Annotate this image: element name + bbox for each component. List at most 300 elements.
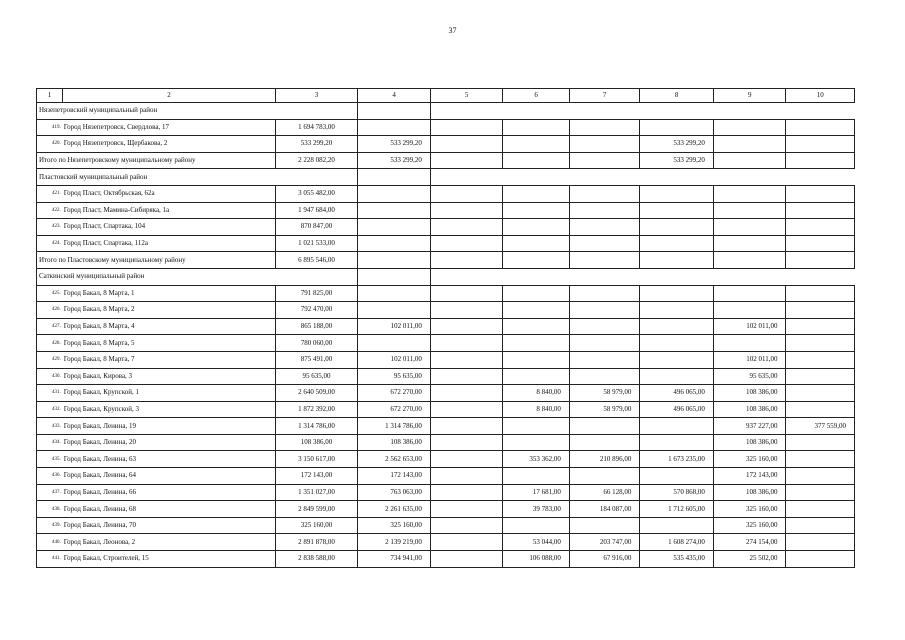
cell-7: 210 896,00 (569, 451, 640, 468)
cell-10 (786, 285, 855, 302)
cell-5 (430, 252, 503, 269)
column-header-3: 3 (275, 89, 358, 103)
cell-6 (503, 335, 569, 352)
cell-5 (430, 169, 503, 186)
cell-10: 377 559,00 (786, 418, 855, 435)
cell-7: 66 128,00 (569, 484, 640, 501)
cell-10 (786, 351, 855, 368)
cell-7 (569, 418, 640, 435)
cell-3: 3 150 617,00 (275, 451, 358, 468)
column-header-8: 8 (640, 89, 714, 103)
cell-7: 58 979,00 (569, 385, 640, 402)
cell-4: 2 261 635,00 (358, 501, 431, 518)
column-header-7: 7 (569, 89, 640, 103)
cell-9: 325 160,00 (713, 501, 786, 518)
cell-6: 8 840,00 (503, 385, 569, 402)
cell-10 (786, 501, 855, 518)
address-cell: Город Бакал, Ленина, 68 (63, 501, 276, 518)
cell-5 (430, 136, 503, 153)
cell-8 (640, 119, 714, 136)
cell-4: 108 386,00 (358, 434, 431, 451)
cell-6 (503, 418, 569, 435)
cell-8 (640, 235, 714, 252)
cell-4 (358, 335, 431, 352)
section-row (37, 103, 855, 120)
section-row (37, 268, 855, 285)
cell-3: 1 694 783,00 (275, 119, 358, 136)
table-row (37, 551, 855, 568)
cell-10 (786, 302, 855, 319)
cell-7 (569, 517, 640, 534)
table-row (37, 302, 855, 319)
cell-6 (503, 252, 569, 269)
table-row (37, 401, 855, 418)
cell-10 (786, 484, 855, 501)
cell-4: 325 160,00 (358, 517, 431, 534)
row-number: 424. (37, 235, 63, 252)
cell-8 (640, 302, 714, 319)
address-cell: Город Бакал, 8 Марта, 4 (63, 318, 276, 335)
row-number: 423. (37, 219, 63, 236)
cell-9 (713, 119, 786, 136)
cell-4 (358, 235, 431, 252)
cell-7 (569, 219, 640, 236)
cell-8: 1 712 605,00 (640, 501, 714, 518)
cell-8: 535 435,00 (640, 551, 714, 568)
cell-9: 102 011,00 (713, 351, 786, 368)
cell-10 (786, 119, 855, 136)
cell-8 (640, 368, 714, 385)
cell-4: 672 270,00 (358, 401, 431, 418)
cell-9 (713, 252, 786, 269)
cell-3: 172 143,00 (275, 468, 358, 485)
cell-6 (503, 202, 569, 219)
cell-9 (713, 169, 786, 186)
cell-10 (786, 451, 855, 468)
table-body (37, 89, 855, 568)
cell-6: 39 783,00 (503, 501, 569, 518)
cell-10 (786, 368, 855, 385)
cell-5 (430, 219, 503, 236)
cell-7 (569, 434, 640, 451)
cell-6 (503, 268, 569, 285)
cell-5 (430, 235, 503, 252)
cell-4 (358, 285, 431, 302)
cell-6 (503, 318, 569, 335)
cell-9 (713, 285, 786, 302)
cell-5 (430, 335, 503, 352)
cell-4 (358, 103, 431, 120)
cell-4: 734 941,00 (358, 551, 431, 568)
cell-3: 2 891 878,00 (275, 534, 358, 551)
table-row (37, 318, 855, 335)
cell-10 (786, 136, 855, 153)
cell-5 (430, 385, 503, 402)
cell-8: 496 065,00 (640, 401, 714, 418)
table-row (37, 185, 855, 202)
cell-10 (786, 335, 855, 352)
table-row (37, 335, 855, 352)
cell-8 (640, 185, 714, 202)
cell-4: 102 011,00 (358, 318, 431, 335)
cell-8 (640, 418, 714, 435)
cell-3: 108 386,00 (275, 434, 358, 451)
row-number: 432. (37, 401, 63, 418)
cell-10 (786, 534, 855, 551)
cell-3: 1 021 533,00 (275, 235, 358, 252)
cell-8: 533 299,20 (640, 136, 714, 153)
cell-7 (569, 351, 640, 368)
row-number: 430. (37, 368, 63, 385)
cell-4: 533 299,20 (358, 152, 431, 169)
cell-6 (503, 351, 569, 368)
cell-3: 870 847,00 (275, 219, 358, 236)
cell-7: 58 979,00 (569, 401, 640, 418)
cell-3: 95 635,00 (275, 368, 358, 385)
row-number: 428. (37, 335, 63, 352)
cell-3: 1 947 684,00 (275, 202, 358, 219)
address-cell: Город Пласт, Мамина-Сибиряка, 1а (63, 202, 276, 219)
cell-8: 1 673 235,00 (640, 451, 714, 468)
cell-10 (786, 219, 855, 236)
cell-5 (430, 368, 503, 385)
cell-4: 2 139 219,00 (358, 534, 431, 551)
cell-4: 172 143,00 (358, 468, 431, 485)
address-cell: Город Бакал, 8 Марта, 7 (63, 351, 276, 368)
cell-7 (569, 468, 640, 485)
cell-3: 2 640 509,00 (275, 385, 358, 402)
row-number: 440. (37, 534, 63, 551)
cell-5 (430, 418, 503, 435)
cell-3: 865 188,00 (275, 318, 358, 335)
cell-10 (786, 152, 855, 169)
cell-7 (569, 368, 640, 385)
table-row (37, 468, 855, 485)
cell-5 (430, 484, 503, 501)
row-number: 421. (37, 185, 63, 202)
cell-8: 570 868,00 (640, 484, 714, 501)
cell-3: 875 491,00 (275, 351, 358, 368)
column-header-6: 6 (503, 89, 569, 103)
row-number: 435. (37, 451, 63, 468)
cell-3: 6 895 546,00 (275, 252, 358, 269)
cell-4 (358, 119, 431, 136)
cell-3: 2 228 082,20 (275, 152, 358, 169)
address-cell: Город Бакал, 8 Марта, 5 (63, 335, 276, 352)
cell-7 (569, 252, 640, 269)
cell-9 (713, 136, 786, 153)
cell-9: 108 386,00 (713, 385, 786, 402)
cell-4: 102 011,00 (358, 351, 431, 368)
cell-4 (358, 219, 431, 236)
cell-9: 95 635,00 (713, 368, 786, 385)
cell-5 (430, 551, 503, 568)
address-cell: Город Бакал, Ленина, 20 (63, 434, 276, 451)
cell-3: 2 849 599,00 (275, 501, 358, 518)
cell-5 (430, 202, 503, 219)
table-row (37, 202, 855, 219)
cell-4 (358, 169, 431, 186)
row-number: 433. (37, 418, 63, 435)
cell-10 (786, 385, 855, 402)
cell-4: 533 299,20 (358, 136, 431, 153)
total-label: Итого по Нязепетровскому муниципальному району (37, 152, 276, 169)
cell-9: 274 154,00 (713, 534, 786, 551)
table-row (37, 285, 855, 302)
cell-10 (786, 185, 855, 202)
cell-9 (713, 268, 786, 285)
address-cell: Город Бакал, 8 Марта, 1 (63, 285, 276, 302)
cell-6 (503, 185, 569, 202)
cell-8 (640, 252, 714, 269)
cell-8 (640, 517, 714, 534)
cell-4: 763 063,00 (358, 484, 431, 501)
cell-7: 184 087,00 (569, 501, 640, 518)
row-number: 431. (37, 385, 63, 402)
cell-7 (569, 202, 640, 219)
column-header-10: 10 (786, 89, 855, 103)
cell-8 (640, 434, 714, 451)
address-cell: Город Бакал, Ленина, 64 (63, 468, 276, 485)
cell-6 (503, 152, 569, 169)
total-row (37, 252, 855, 269)
table-row (37, 235, 855, 252)
cell-8 (640, 202, 714, 219)
cell-5 (430, 185, 503, 202)
cell-8: 533 299,20 (640, 152, 714, 169)
cell-9 (713, 335, 786, 352)
cell-10 (786, 103, 855, 120)
cell-6 (503, 169, 569, 186)
cell-9 (713, 219, 786, 236)
cell-9 (713, 235, 786, 252)
cell-5 (430, 302, 503, 319)
cell-10 (786, 268, 855, 285)
cell-5 (430, 451, 503, 468)
cell-8 (640, 468, 714, 485)
row-number: 419. (37, 119, 63, 136)
address-cell: Город Бакал, Ленина, 70 (63, 517, 276, 534)
address-cell: Город Пласт, Спартака, 104 (63, 219, 276, 236)
cell-4 (358, 302, 431, 319)
cell-3: 1 351 027,00 (275, 484, 358, 501)
cell-7 (569, 268, 640, 285)
cell-7 (569, 335, 640, 352)
cell-5 (430, 152, 503, 169)
cell-9 (713, 185, 786, 202)
cell-8 (640, 318, 714, 335)
cell-7 (569, 318, 640, 335)
cell-5 (430, 468, 503, 485)
address-cell: Город Бакал, Леонова, 2 (63, 534, 276, 551)
row-number: 427. (37, 318, 63, 335)
cell-5 (430, 517, 503, 534)
cell-3: 1 872 392,00 (275, 401, 358, 418)
address-cell: Город Бакал, Крупской, 1 (63, 385, 276, 402)
cell-7 (569, 302, 640, 319)
cell-5 (430, 103, 503, 120)
cell-4 (358, 252, 431, 269)
address-cell: Город Бакал, 8 Марта, 2 (63, 302, 276, 319)
cell-7 (569, 235, 640, 252)
cell-6 (503, 119, 569, 136)
cell-6 (503, 235, 569, 252)
page-number: 37 (448, 26, 457, 35)
cell-8 (640, 285, 714, 302)
row-number: 436. (37, 468, 63, 485)
cell-6: 53 044,00 (503, 534, 569, 551)
address-cell: Город Пласт, Спартака, 112а (63, 235, 276, 252)
cell-3: 792 470,00 (275, 302, 358, 319)
row-number: 420. (37, 136, 63, 153)
address-cell: Город Бакал, Ленина, 63 (63, 451, 276, 468)
column-header-5: 5 (430, 89, 503, 103)
cell-6: 8 840,00 (503, 401, 569, 418)
cell-7 (569, 285, 640, 302)
cell-8 (640, 351, 714, 368)
cell-8: 1 608 274,00 (640, 534, 714, 551)
section-row (37, 169, 855, 186)
table-row (37, 351, 855, 368)
cell-3: 780 060,00 (275, 335, 358, 352)
cell-6: 353 362,00 (503, 451, 569, 468)
cell-8 (640, 169, 714, 186)
cell-3: 3 055 482,00 (275, 185, 358, 202)
row-number: 422. (37, 202, 63, 219)
cell-3: 791 825,00 (275, 285, 358, 302)
budget-table (36, 88, 855, 568)
cell-5 (430, 501, 503, 518)
cell-7 (569, 136, 640, 153)
section-title: Нязепетровский муниципальный район (37, 103, 358, 120)
row-number: 441. (37, 551, 63, 568)
table-row (37, 136, 855, 153)
row-number: 438. (37, 501, 63, 518)
address-cell: Город Бакал, Кирова, 3 (63, 368, 276, 385)
table-row (37, 418, 855, 435)
table-row (37, 219, 855, 236)
address-cell: Город Нязепетровск, Свердлова, 17 (63, 119, 276, 136)
address-cell: Город Бакал, Ленина, 66 (63, 484, 276, 501)
cell-10 (786, 169, 855, 186)
table-row (37, 484, 855, 501)
cell-5 (430, 401, 503, 418)
table-row (37, 534, 855, 551)
cell-4: 1 314 786,00 (358, 418, 431, 435)
total-label: Итого по Пластовскому муниципальному району (37, 252, 276, 269)
cell-4: 95 635,00 (358, 368, 431, 385)
cell-10 (786, 318, 855, 335)
row-number: 434. (37, 434, 63, 451)
cell-6: 17 681,00 (503, 484, 569, 501)
column-header-4: 4 (358, 89, 431, 103)
section-title: Пластовский муниципальный район (37, 169, 358, 186)
address-cell: Город Бакал, Крупской, 3 (63, 401, 276, 418)
table-row (37, 517, 855, 534)
cell-5 (430, 285, 503, 302)
cell-9 (713, 152, 786, 169)
header-row (37, 89, 855, 103)
cell-6 (503, 517, 569, 534)
cell-6 (503, 103, 569, 120)
cell-7 (569, 119, 640, 136)
cell-3: 2 838 588,00 (275, 551, 358, 568)
column-header-2: 2 (63, 89, 276, 103)
row-number: 429. (37, 351, 63, 368)
cell-10 (786, 252, 855, 269)
cell-8: 496 065,00 (640, 385, 714, 402)
cell-4 (358, 202, 431, 219)
cell-8 (640, 335, 714, 352)
cell-9: 108 386,00 (713, 434, 786, 451)
cell-6 (503, 468, 569, 485)
cell-10 (786, 235, 855, 252)
cell-9: 108 386,00 (713, 484, 786, 501)
cell-10 (786, 517, 855, 534)
cell-6 (503, 285, 569, 302)
cell-5 (430, 119, 503, 136)
cell-3: 325 160,00 (275, 517, 358, 534)
address-cell: Город Пласт, Октябрьская, 62а (63, 185, 276, 202)
cell-7 (569, 103, 640, 120)
cell-3: 533 299,20 (275, 136, 358, 153)
cell-5 (430, 318, 503, 335)
cell-5 (430, 351, 503, 368)
cell-6 (503, 219, 569, 236)
cell-9: 937 227,00 (713, 418, 786, 435)
cell-9: 102 011,00 (713, 318, 786, 335)
table-row (37, 501, 855, 518)
cell-9 (713, 302, 786, 319)
cell-9: 325 160,00 (713, 517, 786, 534)
cell-6 (503, 302, 569, 319)
row-number: 439. (37, 517, 63, 534)
table-row (37, 451, 855, 468)
total-row (37, 152, 855, 169)
cell-8 (640, 103, 714, 120)
table-row (37, 368, 855, 385)
cell-4 (358, 268, 431, 285)
cell-5 (430, 534, 503, 551)
cell-6 (503, 368, 569, 385)
column-header-1: 1 (37, 89, 63, 103)
cell-9 (713, 202, 786, 219)
address-cell: Город Бакал, Строителей, 15 (63, 551, 276, 568)
address-cell: Город Нязепетровск, Щербакова, 2 (63, 136, 276, 153)
cell-8 (640, 268, 714, 285)
cell-9: 25 502,00 (713, 551, 786, 568)
cell-6: 106 088,00 (503, 551, 569, 568)
row-number: 425. (37, 285, 63, 302)
cell-10 (786, 401, 855, 418)
cell-7: 67 916,00 (569, 551, 640, 568)
cell-10 (786, 551, 855, 568)
table-row (37, 434, 855, 451)
cell-9: 172 143,00 (713, 468, 786, 485)
cell-7 (569, 185, 640, 202)
cell-5 (430, 434, 503, 451)
cell-4: 2 562 653,00 (358, 451, 431, 468)
section-title: Саткинский муниципальный район (37, 268, 358, 285)
cell-7 (569, 152, 640, 169)
table-row (37, 119, 855, 136)
row-number: 426. (37, 302, 63, 319)
cell-6 (503, 434, 569, 451)
address-cell: Город Бакал, Ленина, 19 (63, 418, 276, 435)
cell-6 (503, 136, 569, 153)
cell-10 (786, 434, 855, 451)
cell-5 (430, 268, 503, 285)
